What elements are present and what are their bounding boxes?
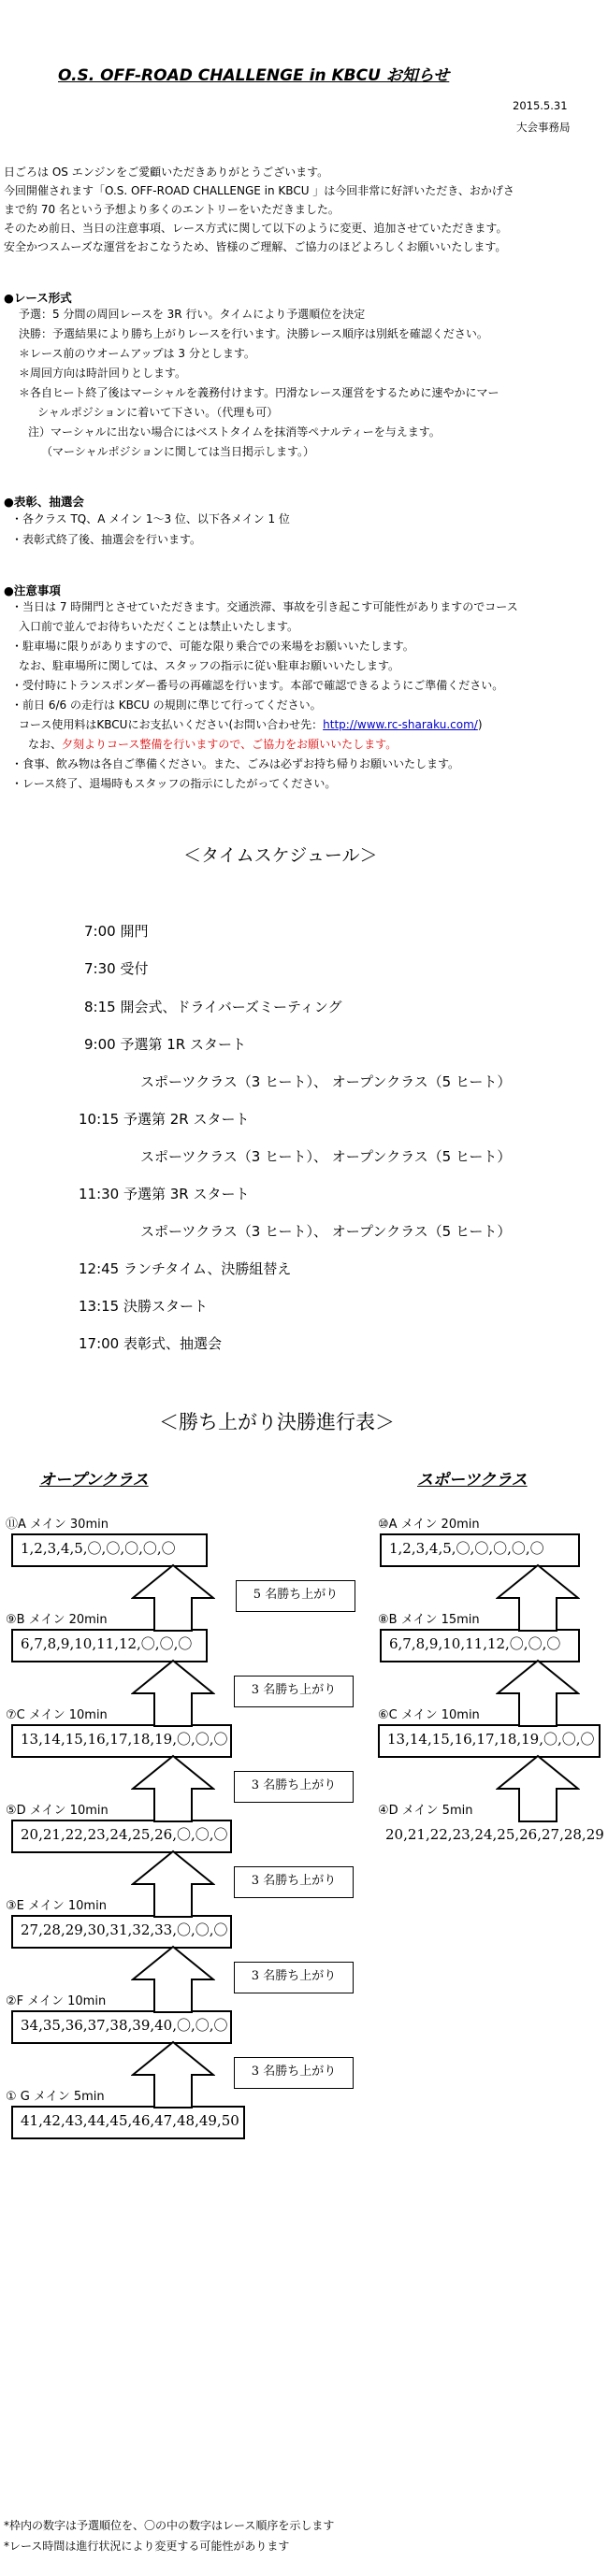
race-format-line: 注）マーシャルに出ない場合にはベストタイムを抹消等ペナルティーを与えます。 xyxy=(28,425,441,439)
schedule-item: スポーツクラス（3 ヒート）、 オープンクラス（5 ヒート） xyxy=(140,1073,512,1090)
entries: 27,28,29,30,31,32,33,〇,〇,〇 xyxy=(21,1921,228,1938)
schedule-item: 12:45 ランチタイム、決勝組替え xyxy=(79,1260,292,1277)
schedule-item: 7:00 開門 xyxy=(84,923,149,940)
entries: 20,21,22,23,24,25,26,〇,〇,〇 xyxy=(21,1826,228,1843)
notes-line: なお、駐車場所に関しては、スタッフの指示に従い駐車お願いいたします。 xyxy=(19,659,400,672)
contact-text: コース使用料はKBCUにお支払いください(お問い合わせ先： xyxy=(19,718,324,731)
open-main-label: ⑪A メイン 30min xyxy=(6,1518,109,1532)
advance-note: 3 名勝ち上がり xyxy=(234,1771,354,1803)
advance-arrow-icon xyxy=(496,1659,580,1728)
document-organizer: 大会事務局 xyxy=(516,121,571,134)
entries: 6,7,8,9,10,11,12,〇,〇,〇 xyxy=(389,1635,561,1652)
notes-line: ・受付時にトランスポンダー番号の再確認を行います。本部で確認できるようにご準備ください。 xyxy=(11,679,504,692)
sports-main-d-box xyxy=(376,1820,604,1853)
open-main-label: ① G メイン 5min xyxy=(6,2090,105,2104)
notes-line: ・当日は 7 時開門とさせていただきます。交通渋滞、事故を引き起こす可能性がありますのでコース xyxy=(11,600,518,613)
section-heading: ●注意事項 xyxy=(4,583,61,597)
advance-arrow-icon xyxy=(131,1849,215,1919)
notes-line-contact xyxy=(19,719,483,730)
entries: 34,35,36,37,38,39,40,〇,〇,〇 xyxy=(21,2017,228,2034)
race-format-line: シャルポジションに着いて下さい。（代理も可） xyxy=(37,406,279,419)
advance-arrow-icon xyxy=(496,1754,580,1823)
entries: 13,14,15,16,17,18,19,〇,〇,〇 xyxy=(387,1731,595,1748)
entries: 41,42,43,44,45,46,47,48,49,50 xyxy=(21,2112,239,2129)
sports-main-label: ⑥C メイン 10min xyxy=(378,1708,480,1722)
open-main-f-box xyxy=(11,2010,232,2044)
notes-line: 入口前で並んでお待ちいただくことは禁止いたします。 xyxy=(19,620,299,633)
schedule-item: 13:15 決勝スタート xyxy=(79,1298,208,1315)
schedule-item: 7:30 受付 xyxy=(84,960,149,977)
notes-line: ・食事、飲み物は各自ご準備ください。また、ごみは必ずお持ち帰りお願いいたします。 xyxy=(11,757,460,770)
maintenance-warning: 夕刻よりコース整備を行いますので、ご協力をお願いいたします。 xyxy=(62,738,398,751)
open-main-label: ③E メイン 10min xyxy=(6,1899,107,1913)
advance-arrow-icon xyxy=(131,1659,215,1728)
advance-arrow-icon xyxy=(131,1563,215,1633)
intro-line: そのため前日、当日の注意事項、レース方式に関して以下のように変更、追加させていただきます。 xyxy=(4,222,508,235)
open-main-c-box xyxy=(11,1724,232,1758)
sports-main-a-box xyxy=(380,1533,580,1567)
maintenance-prefix: なお、 xyxy=(28,738,63,751)
schedule-title: ＜タイムスケジュール＞ xyxy=(183,845,378,866)
open-main-a-box xyxy=(11,1533,208,1567)
sports-main-label: ⑧B メイン 15min xyxy=(378,1613,480,1627)
section-heading: ●表彰、抽選会 xyxy=(4,495,84,509)
section-heading: ●レース形式 xyxy=(4,291,72,305)
schedule-item: 8:15 開会式、ドライバーズミーティング xyxy=(84,999,342,1015)
open-main-d-box xyxy=(11,1820,232,1853)
footnote: *レース時間は進行状況により変更する可能性があります xyxy=(4,2540,290,2553)
advance-note: 3 名勝ち上がり xyxy=(234,1866,354,1898)
sports-main-c-box xyxy=(378,1724,601,1758)
contact-link[interactable]: http://www.rc-sharaku.com/ xyxy=(323,718,478,731)
notes-line: ・駐車場に限りがありますので、可能な限り乗合での来場をお願いいたします。 xyxy=(11,640,414,653)
open-main-label: ⑦C メイン 10min xyxy=(6,1708,108,1722)
schedule-item: スポーツクラス（3 ヒート）、 オープンクラス（5 ヒート） xyxy=(140,1223,512,1240)
sports-main-label: ④D メイン 5min xyxy=(378,1804,473,1818)
open-main-label: ⑤D メイン 10min xyxy=(6,1804,109,1818)
notes-line: ・前日 6/6 の走行は KBCU の規則に準じて行ってください。 xyxy=(11,698,322,712)
intro-line: まで約 70 名という予想より多くのエントリーをいただきました。 xyxy=(4,203,340,216)
sports-main-label: ⑩A メイン 20min xyxy=(378,1518,480,1532)
sports-class-heading: スポーツクラス xyxy=(417,1471,528,1489)
intro-line: 今回開催されます「O.S. OFF-ROAD CHALLENGE in KBCU 」は今回非常に好評いただき、おかげさ xyxy=(4,184,514,197)
advance-note: 3 名勝ち上がり xyxy=(234,2057,354,2089)
race-format-line: ＊周回方向は時計回りとします。 xyxy=(19,367,187,380)
entries: 13,14,15,16,17,18,19,〇,〇,〇 xyxy=(21,1731,228,1748)
awards-line: ・表彰式終了後、抽選会を行います。 xyxy=(11,533,202,546)
document-title: O.S. OFF-ROAD CHALLENGE in KBCU お知らせ xyxy=(58,66,450,85)
open-main-e-box xyxy=(11,1915,232,1949)
advance-arrow-icon xyxy=(496,1563,580,1633)
race-format-line: ＊各自ヒート終了後はマーシャルを義務付けます。円滑なレース運営をするために速やかにマー xyxy=(19,386,499,399)
notes-line-maintenance xyxy=(28,739,397,750)
schedule-item: スポーツクラス（3 ヒート）、 オープンクラス（5 ヒート） xyxy=(140,1148,512,1165)
schedule-item: 10:15 予選第 2R スタート xyxy=(79,1111,250,1128)
awards-line: ・各クラス TQ、A メイン 1～3 位、以下各メイン 1 位 xyxy=(11,512,290,525)
bracket-title: ＜勝ち上がり決勝進行表＞ xyxy=(159,1411,395,1433)
intro-line: 日ごろは OS エンジンをご愛顧いただきありがとうございます。 xyxy=(4,165,329,179)
advance-note: 3 名勝ち上がり xyxy=(234,1676,354,1707)
advance-arrow-icon xyxy=(131,1945,215,2014)
footnote: *枠内の数字は予選順位を、〇の中の数字はレース順序を示します xyxy=(4,2519,335,2532)
notes-line: ・レース終了、退場時もスタッフの指示にしたがってください。 xyxy=(11,777,337,790)
open-main-g-box xyxy=(11,2106,245,2139)
schedule-item: 11:30 予選第 3R スタート xyxy=(79,1186,250,1202)
contact-close: ) xyxy=(477,718,483,731)
open-class-heading: オープンクラス xyxy=(39,1471,149,1489)
advance-arrow-icon xyxy=(131,2040,215,2109)
advance-note: 5 名勝ち上がり xyxy=(236,1580,355,1612)
entries: 1,2,3,4,5,〇,〇,〇,〇,〇 xyxy=(21,1540,176,1557)
open-main-label: ②F メイン 10min xyxy=(6,1994,107,2008)
entries: 20,21,22,23,24,25,26,27,28,29 xyxy=(385,1826,604,1843)
race-format-line: 予選：5 分間の周回レースを 3R 行い。タイムにより予選順位を決定 xyxy=(19,308,366,321)
entries: 6,7,8,9,10,11,12,〇,〇,〇 xyxy=(21,1635,193,1652)
sports-main-b-box xyxy=(380,1629,580,1662)
intro-line: 安全かつスムーズな運営をおこなうため、皆様のご理解、ご協力のほどよろしくお願いいたします。 xyxy=(4,240,507,253)
race-format-line: （マーシャルポジションに関しては当日掲示します。） xyxy=(41,445,315,458)
entries: 1,2,3,4,5,〇,〇,〇,〇,〇 xyxy=(389,1540,544,1557)
race-format-line: 決勝：予選結果により勝ち上がりレースを行います。決勝レース順序は別紙を確認ください。 xyxy=(19,327,488,340)
advance-note: 3 名勝ち上がり xyxy=(234,1962,354,1993)
advance-arrow-icon xyxy=(131,1754,215,1823)
schedule-item: 9:00 予選第 1R スタート xyxy=(84,1036,246,1053)
open-main-label: ⑨B メイン 20min xyxy=(6,1613,108,1627)
document-date: 2015.5.31 xyxy=(513,99,568,112)
race-format-line: ＊レース前のウオームアップは 3 分とします。 xyxy=(19,347,255,360)
open-main-b-box xyxy=(11,1629,208,1662)
schedule-item: 17:00 表彰式、抽選会 xyxy=(79,1335,222,1352)
